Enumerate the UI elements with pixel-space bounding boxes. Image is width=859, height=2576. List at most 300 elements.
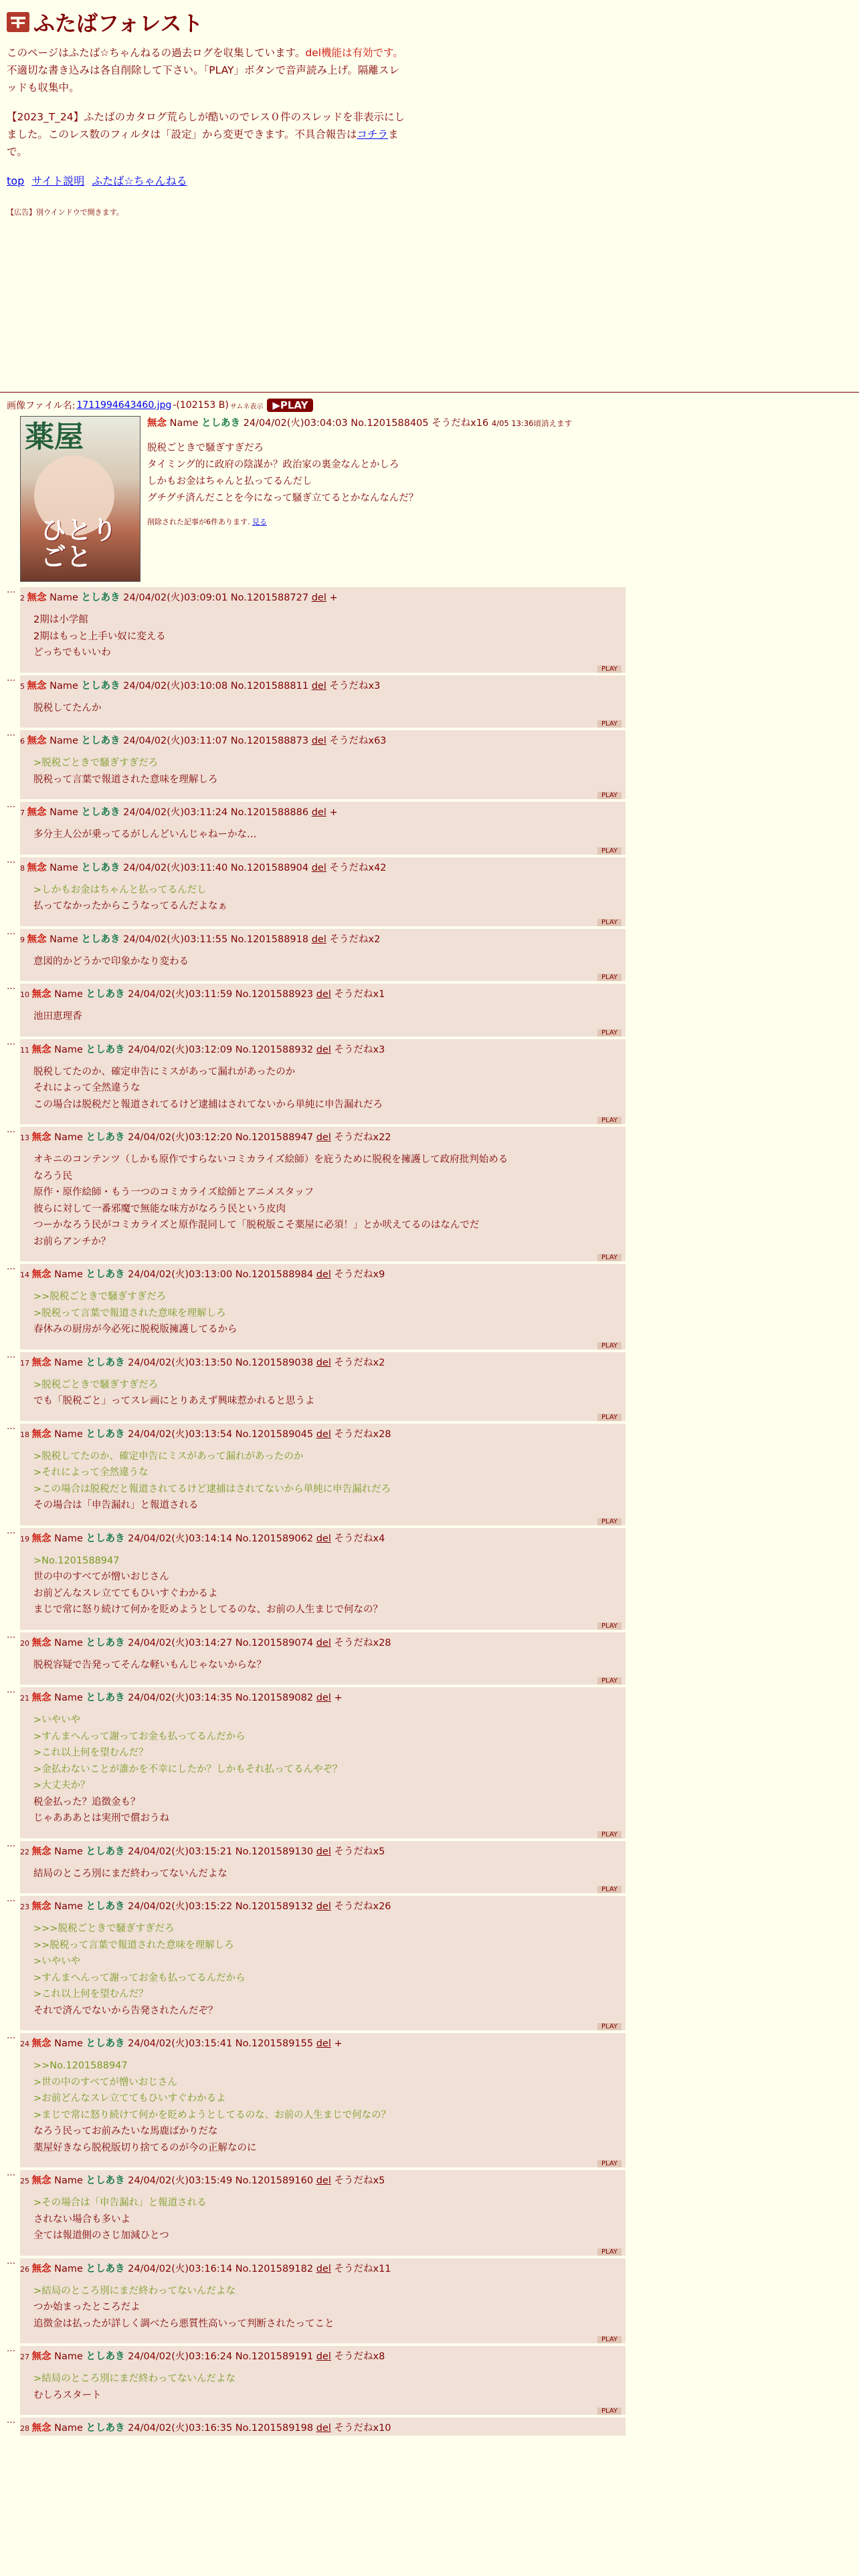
reply-quote-line: >脱税ごときで騒ぎすぎだろ xyxy=(33,758,159,768)
reply-name-label: Name xyxy=(54,1533,83,1544)
reply-number[interactable]: No.1201589062 xyxy=(235,1533,314,1544)
reply-number[interactable]: No.1201589082 xyxy=(235,1693,314,1703)
reply-play-button[interactable]: PLAY xyxy=(597,1677,622,1685)
reply-subject: 無念 xyxy=(27,807,47,818)
reply-header xyxy=(20,806,622,820)
cover-title-top: 薬屋 xyxy=(25,420,84,454)
reply-row xyxy=(7,1264,852,1350)
reply-line: 全ては報道側のさじ加減ひとつ xyxy=(33,2230,169,2241)
reply-line: 払ってなかったからこうなってるんだよなぁ xyxy=(33,901,227,911)
reply-sodane[interactable]: そうだねx1 xyxy=(334,989,385,1000)
reply-index: 24 xyxy=(20,2040,32,2048)
reply-body xyxy=(33,612,622,661)
reply-index: 6 xyxy=(20,737,27,746)
top-nav xyxy=(7,173,852,188)
reply-name: としあき xyxy=(86,1693,125,1703)
reply-name-label: Name xyxy=(50,593,78,603)
reply-datetime: 24/04/02(火)03:10:08 xyxy=(123,680,228,691)
op-name: としあき xyxy=(201,418,240,429)
reply-number[interactable]: No.1201589155 xyxy=(235,2038,314,2049)
reply-post xyxy=(20,802,626,855)
reply-dots: … xyxy=(7,2168,15,2178)
reply-body xyxy=(33,700,622,717)
reply-sodane[interactable]: そうだねx22 xyxy=(334,1132,391,1143)
reply-number[interactable]: No.1201589038 xyxy=(235,1357,314,1368)
reply-datetime: 24/04/02(火)03:11:55 xyxy=(123,934,228,945)
file-link[interactable]: 1711994643460.jpg xyxy=(76,400,172,411)
reply-number[interactable]: No.1201589132 xyxy=(235,1901,314,1912)
reply-play-button[interactable]: PLAY xyxy=(597,1886,622,1893)
reply-del-button[interactable]: del xyxy=(311,680,326,691)
reply-header xyxy=(20,1043,622,1057)
reply-sodane[interactable]: そうだねx63 xyxy=(329,736,387,746)
reply-header xyxy=(20,1845,622,1859)
reply-row xyxy=(7,857,852,926)
reply-name: としあき xyxy=(86,2263,125,2274)
reply-name: としあき xyxy=(81,736,120,746)
reply-del-button[interactable]: del xyxy=(311,862,326,873)
site-title[interactable]: ふたばフォレスト xyxy=(33,11,203,36)
reply-quote-line: >>No.1201588947 xyxy=(33,2060,128,2071)
reply-sodane[interactable]: そうだねx3 xyxy=(334,1044,385,1055)
file-size: -(102153 B) xyxy=(173,400,229,411)
reply-number[interactable]: No.1201589130 xyxy=(235,1846,314,1857)
reply-name: としあき xyxy=(86,2351,125,2362)
reply-number[interactable]: No.1201589160 xyxy=(235,2175,314,2186)
reply-play-button[interactable]: PLAY xyxy=(597,2248,622,2256)
op-line: グチグチ済んだことを今になって騒ぎ立てるとかなんなんだ？ xyxy=(147,493,419,504)
thread xyxy=(7,399,852,2438)
reply-row xyxy=(7,1838,852,1894)
reply-sodane[interactable]: そうだねx8 xyxy=(334,2351,385,2362)
reply-row xyxy=(7,2346,852,2415)
reply-line: つか始まったところだよ xyxy=(33,2302,140,2313)
reply-number[interactable]: No.1201588727 xyxy=(230,593,309,603)
reply-del-button[interactable]: del xyxy=(316,2423,331,2434)
reply-subject: 無念 xyxy=(31,1693,52,1703)
reply-subject: 無念 xyxy=(31,1533,52,1544)
nav-about-link[interactable]: サイト説明 xyxy=(31,175,85,187)
reply-line: 2期はもっと上手い奴に変える xyxy=(33,631,166,642)
reply-header xyxy=(20,861,622,875)
reply-header xyxy=(20,1691,622,1705)
reply-sodane[interactable]: + xyxy=(329,807,338,818)
reply-play xyxy=(20,1342,622,1350)
reply-row xyxy=(7,1039,852,1125)
reply-body xyxy=(33,2058,622,2156)
intro-text-2: 不適切な書き込みは各自削除して下さい。「PLAY」ボタンで音声読み上げ。隔離スレッドも収集中。 xyxy=(7,64,399,94)
intro-del-note: del機能は有効です。 xyxy=(305,47,403,59)
reply-sodane[interactable]: そうだねx3 xyxy=(329,680,381,691)
reply-number[interactable]: No.1201588918 xyxy=(230,934,309,945)
reply-quote-line: >すんまへんって謝ってお金も払ってるんだから xyxy=(33,1972,246,1983)
reply-datetime: 24/04/02(火)03:16:24 xyxy=(128,2351,233,2362)
reply-subject: 無念 xyxy=(27,736,47,746)
reply-row xyxy=(7,1525,852,1630)
reply-sodane[interactable]: + xyxy=(334,1693,343,1703)
reply-play-button[interactable]: PLAY xyxy=(597,792,622,799)
reply-post xyxy=(20,2418,626,2436)
reply-row xyxy=(7,2170,852,2256)
reply-play xyxy=(20,1414,622,1421)
reply-number[interactable]: No.1201589191 xyxy=(235,2351,314,2362)
reply-number[interactable]: No.1201589045 xyxy=(235,1428,314,1440)
reply-index: 17 xyxy=(20,1358,32,1368)
reply-post xyxy=(20,2258,626,2344)
reply-del-button[interactable]: del xyxy=(316,1132,331,1143)
reply-post xyxy=(20,2170,626,2256)
reply-dots: … xyxy=(7,1894,15,1904)
reply-datetime: 24/04/02(火)03:12:20 xyxy=(128,1132,233,1143)
reply-row xyxy=(7,1421,852,1525)
reply-del-button[interactable]: del xyxy=(311,807,326,818)
reply-sodane[interactable]: そうだねx42 xyxy=(329,862,387,873)
reply-row xyxy=(7,2418,852,2436)
reply-line: 春休みの厨房が今必死に脱税版擁護してるから xyxy=(33,1324,237,1335)
reply-play xyxy=(20,2023,622,2030)
reply-datetime: 24/04/02(火)03:13:54 xyxy=(128,1428,233,1440)
reply-sodane[interactable]: そうだねx5 xyxy=(334,1846,385,1857)
reply-subject: 無念 xyxy=(31,1901,52,1912)
deleted-view-link[interactable]: 見る xyxy=(252,518,267,526)
reply-subject: 無念 xyxy=(31,1044,52,1055)
reply-name: としあき xyxy=(86,2423,125,2434)
reply-subject: 無念 xyxy=(27,862,47,873)
reply-play-button[interactable]: PLAY xyxy=(597,665,622,673)
reply-dots: … xyxy=(7,2344,15,2354)
reply-sodane[interactable]: + xyxy=(334,2038,343,2049)
reply-header xyxy=(20,1131,622,1145)
reply-name: としあき xyxy=(86,1846,125,1857)
reply-del-button[interactable]: del xyxy=(316,1533,331,1544)
reply-list xyxy=(7,587,852,2436)
reply-sodane[interactable]: + xyxy=(329,593,338,603)
thread-thumbnail[interactable] xyxy=(20,416,140,582)
reply-del-button[interactable]: del xyxy=(316,1269,331,1280)
op-line: タイミング的に政府の陰謀か？政治家の裏金なんとかしろ xyxy=(147,459,399,470)
reply-line: 多分主人公が乗ってるがしんどいんじゃねーかな… xyxy=(33,829,257,840)
reply-index: 14 xyxy=(20,1271,32,1279)
site-logo-icon[interactable] xyxy=(7,12,29,32)
reply-datetime: 24/04/02(火)03:14:27 xyxy=(128,1637,233,1648)
reply-body xyxy=(33,1064,622,1113)
reply-del-button[interactable]: del xyxy=(316,1637,331,1648)
reply-del-button[interactable]: del xyxy=(316,1357,331,1368)
reply-line: 結局のところ別にまだ終わってないんだよな xyxy=(33,1868,227,1879)
reply-number[interactable]: No.1201588873 xyxy=(230,736,309,746)
reply-number[interactable]: No.1201588811 xyxy=(230,680,309,691)
reply-body xyxy=(33,1448,622,1514)
op-header xyxy=(147,416,572,431)
reply-post xyxy=(20,1528,626,1630)
reply-play-button[interactable]: PLAY xyxy=(597,2023,622,2030)
reply-del-button[interactable]: del xyxy=(311,934,326,945)
reply-play xyxy=(20,1029,622,1037)
reply-dots: … xyxy=(7,728,15,738)
reply-quote-line: >>>脱税ごときで騒ぎすぎだろ xyxy=(33,1923,175,1934)
thumb-label[interactable]: サムネ表示 xyxy=(229,403,264,411)
reply-datetime: 24/04/02(火)03:13:50 xyxy=(128,1357,233,1368)
reply-dots: … xyxy=(7,855,15,865)
reply-quote-line: >結局のところ別にまだ終わってないんだよな xyxy=(33,2285,236,2296)
reply-row xyxy=(7,1896,852,2030)
op-text xyxy=(147,440,572,507)
reply-play-button[interactable]: PLAY xyxy=(597,974,622,981)
reply-sodane[interactable]: そうだねx2 xyxy=(329,934,381,945)
reply-subject: 無念 xyxy=(31,1132,52,1143)
reply-name: としあき xyxy=(86,1044,125,1055)
reply-quote-line: >お前どんなスレ立ててもひいすぐわかるよ xyxy=(33,2093,226,2104)
reply-play-button[interactable]: PLAY xyxy=(597,1831,622,1838)
reply-row xyxy=(7,1352,852,1421)
reply-sodane[interactable]: そうだねx28 xyxy=(334,1428,391,1440)
reply-del-button[interactable]: del xyxy=(311,736,326,746)
reply-sodane[interactable]: そうだねx2 xyxy=(334,1357,385,1368)
reply-name: としあき xyxy=(81,934,120,945)
reply-body xyxy=(33,827,622,843)
reply-name-label: Name xyxy=(50,807,78,818)
reply-sodane[interactable]: そうだねx11 xyxy=(334,2263,391,2274)
reply-play-button[interactable]: PLAY xyxy=(597,1518,622,1525)
reply-sodane[interactable]: そうだねx5 xyxy=(334,2175,385,2186)
reply-name-label: Name xyxy=(54,2351,83,2362)
reply-play xyxy=(20,1677,622,1685)
reply-number[interactable]: No.1201589198 xyxy=(235,2423,314,2434)
reply-datetime: 24/04/02(火)03:16:35 xyxy=(128,2423,233,2434)
reply-quote-line: >>脱税って言葉で報道された意味を理解しろ xyxy=(33,1939,234,1951)
reply-sodane[interactable]: そうだねx28 xyxy=(334,1637,391,1648)
reply-header xyxy=(20,933,622,947)
reply-sodane[interactable]: そうだねx10 xyxy=(334,2423,391,2434)
bug-report-link[interactable]: コチラ xyxy=(357,128,388,140)
reply-line: つーかなろう民がコミカライズと原作混同して「脱税版こそ薬屋に必須！」とか吠えてるのはなんでだ xyxy=(33,1220,480,1230)
reply-line: この場合は脱税だと報道されてるけど逮捕はされてないから単純に申告漏れだろ xyxy=(33,1099,383,1110)
reply-body xyxy=(33,1008,622,1025)
reply-number[interactable]: No.1201589074 xyxy=(235,1637,314,1648)
reply-name: としあき xyxy=(86,1901,125,1912)
reply-row xyxy=(7,1632,852,1685)
reply-datetime: 24/04/02(火)03:11:59 xyxy=(128,989,233,1000)
reply-row xyxy=(7,730,852,799)
notice-text: 【2023_T_24】ふたばのカタログ荒らしが酷いのでレス０件のスレッドを非表示にしました。このレス数のフィルタは「設定」から変更できます。不具合報告は xyxy=(7,111,405,140)
reply-post xyxy=(20,1632,626,1685)
reply-body xyxy=(33,1152,622,1250)
reply-name: としあき xyxy=(86,2175,125,2186)
reply-name: としあき xyxy=(86,1533,125,1544)
reply-play-button[interactable]: PLAY xyxy=(597,1414,622,1421)
reply-del-button[interactable]: del xyxy=(316,2038,331,2049)
file-label: 画像ファイル名: xyxy=(7,401,76,411)
reply-quote-line: >>脱税ごときで騒ぎすぎだろ xyxy=(33,1291,167,1302)
reply-name-label: Name xyxy=(54,1846,83,1857)
reply-line: その場合は「申告漏れ」と報道される xyxy=(33,1500,199,1511)
reply-index: 2 xyxy=(20,594,27,603)
reply-datetime: 24/04/02(火)03:11:07 xyxy=(123,736,228,746)
reply-name: としあき xyxy=(81,593,120,603)
reply-del-button[interactable]: del xyxy=(316,1044,331,1055)
reply-name: としあき xyxy=(81,680,120,691)
reply-play-button[interactable]: PLAY xyxy=(597,1029,622,1037)
reply-name: としあき xyxy=(81,862,120,873)
reply-dots: … xyxy=(7,800,15,810)
reply-line: されない場合も多いよ xyxy=(33,2214,130,2225)
reply-line: 税金払った？追徴金も？ xyxy=(33,1796,140,1808)
reply-dots: … xyxy=(7,2031,15,2041)
reply-play-button[interactable]: PLAY xyxy=(597,720,622,728)
reply-datetime: 24/04/02(火)03:16:14 xyxy=(128,2263,233,2274)
reply-subject: 無念 xyxy=(31,2423,52,2434)
reply-del-button[interactable]: del xyxy=(311,593,326,603)
reply-body xyxy=(33,1657,622,1674)
reply-quote-line: >これ以上何を望むんだ？ xyxy=(33,1747,149,1758)
reply-del-button[interactable]: del xyxy=(316,2351,331,2362)
op-post xyxy=(20,416,852,582)
reply-name: としあき xyxy=(86,2038,125,2049)
play-button[interactable]: ▶PLAY xyxy=(267,399,313,412)
reply-subject: 無念 xyxy=(31,2038,52,2049)
nav-futaba-link[interactable]: ふたば☆ちゃんねる xyxy=(92,175,187,187)
op-line: しかもお金はちゃんと払ってるんだし xyxy=(147,476,312,487)
reply-post xyxy=(20,984,626,1037)
reply-subject: 無念 xyxy=(31,1428,52,1440)
reply-header xyxy=(20,2350,622,2364)
reply-play xyxy=(20,1831,622,1838)
site-notice xyxy=(7,108,408,160)
reply-body xyxy=(33,882,622,915)
op-number[interactable]: No.1201588405 xyxy=(351,418,429,429)
file-info xyxy=(7,399,852,412)
reply-datetime: 24/04/02(火)03:14:14 xyxy=(128,1533,233,1544)
reply-play xyxy=(20,1254,622,1261)
reply-play-button[interactable]: PLAY xyxy=(597,2336,622,2343)
intro-text-1: このページはふたば☆ちゃんねるの過去ログを収集しています。 xyxy=(7,47,306,59)
reply-del-button[interactable]: del xyxy=(316,1693,331,1703)
reply-header xyxy=(20,734,622,748)
reply-sodane[interactable]: そうだねx26 xyxy=(334,1901,391,1912)
reply-number[interactable]: No.1201589182 xyxy=(235,2263,314,2274)
reply-dots: … xyxy=(7,1525,15,1536)
reply-post xyxy=(20,1264,626,1350)
reply-play xyxy=(20,974,622,981)
reply-del-button[interactable]: del xyxy=(316,989,331,1000)
reply-del-button[interactable]: del xyxy=(316,2263,331,2274)
reply-line: オキニのコンテンツ（しかも原作ですらないコミカライズ絵師）を庇うために脱税を擁護して政府批判始める xyxy=(33,1154,508,1165)
reply-subject: 無念 xyxy=(27,934,47,945)
reply-index: 8 xyxy=(20,863,27,873)
reply-datetime: 24/04/02(火)03:11:40 xyxy=(123,862,228,873)
reply-row xyxy=(7,926,852,982)
reply-dots: … xyxy=(7,1421,15,1432)
reply-number[interactable]: No.1201588984 xyxy=(235,1269,314,1280)
reply-datetime: 24/04/02(火)03:15:21 xyxy=(128,1846,233,1857)
reply-line: 追徴金は払ったが詳しく調べたら悪質性高いって判断されたってこと xyxy=(33,2318,335,2329)
reply-sodane[interactable]: そうだねx4 xyxy=(334,1533,385,1544)
header-divider xyxy=(0,392,859,393)
reply-del-button[interactable]: del xyxy=(316,1901,331,1912)
reply-quote-line: >世の中のすべてが憎いおじさん xyxy=(33,2076,177,2088)
reply-post xyxy=(20,1687,626,1838)
reply-index: 23 xyxy=(20,1903,32,1911)
reply-name-label: Name xyxy=(54,1428,83,1440)
reply-line: でも「脱税ごと」ってスレ画にとりあえず興味惹かれると思うよ xyxy=(33,1396,315,1406)
reply-number[interactable]: No.1201588947 xyxy=(235,1132,314,1143)
reply-name-label: Name xyxy=(54,1637,83,1648)
reply-datetime: 24/04/02(火)03:11:24 xyxy=(123,807,228,818)
reply-dots: … xyxy=(7,926,15,937)
reply-name-label: Name xyxy=(54,2175,83,2186)
reply-subject: 無念 xyxy=(31,989,52,1000)
reply-number[interactable]: No.1201588923 xyxy=(235,989,314,1000)
reply-line: じゃあああとは実刑で償おうね xyxy=(33,1813,169,1824)
reply-subject: 無念 xyxy=(31,1846,52,1857)
reply-body xyxy=(33,1921,622,2019)
reply-play-button[interactable]: PLAY xyxy=(597,2407,622,2415)
reply-play-button[interactable]: PLAY xyxy=(597,1117,622,1124)
reply-datetime: 24/04/02(火)03:14:35 xyxy=(128,1693,233,1703)
reply-post xyxy=(20,1127,626,1261)
reply-play-button[interactable]: PLAY xyxy=(597,1342,622,1350)
reply-del-button[interactable]: del xyxy=(316,1846,331,1857)
reply-play-button[interactable]: PLAY xyxy=(597,847,622,855)
reply-index: 9 xyxy=(20,935,27,944)
reply-subject: 無念 xyxy=(31,2175,52,2186)
reply-index: 25 xyxy=(20,2177,32,2185)
reply-index: 26 xyxy=(20,2264,32,2274)
op-sodane[interactable]: そうだねx16 xyxy=(432,418,489,429)
reply-play-button[interactable]: PLAY xyxy=(597,1254,622,1261)
reply-quote-line: >脱税ごときで騒ぎすぎだろ xyxy=(33,1379,159,1390)
reply-del-button[interactable]: del xyxy=(316,1428,331,1440)
reply-datetime: 24/04/02(火)03:12:09 xyxy=(128,1044,233,1055)
reply-post xyxy=(20,675,626,728)
reply-sodane[interactable]: そうだねx9 xyxy=(334,1269,385,1280)
reply-line: 脱税って言葉で報道された意味を理解しろ xyxy=(33,774,218,785)
reply-line: なろう民ってお前みたいな馬鹿ばかりだな xyxy=(33,2126,218,2137)
reply-play-button[interactable]: PLAY xyxy=(597,919,622,926)
reply-play xyxy=(20,2336,622,2343)
reply-play-button[interactable]: PLAY xyxy=(597,1622,622,1630)
reply-name-label: Name xyxy=(54,1269,83,1280)
nav-top-link[interactable]: top xyxy=(7,175,25,187)
reply-post xyxy=(20,2346,626,2415)
reply-header xyxy=(20,2037,622,2051)
reply-name: としあき xyxy=(86,1637,125,1648)
reply-number[interactable]: No.1201588932 xyxy=(235,1044,314,1055)
reply-play xyxy=(20,1117,622,1124)
reply-header xyxy=(20,591,622,605)
reply-number[interactable]: No.1201588904 xyxy=(230,862,309,873)
reply-body xyxy=(33,1553,622,1618)
reply-row xyxy=(7,675,852,728)
reply-quote-line: >大丈夫か？ xyxy=(33,1780,90,1791)
reply-header xyxy=(20,2422,622,2436)
reply-dots: … xyxy=(7,673,15,683)
reply-del-button[interactable]: del xyxy=(316,2175,331,2186)
reply-play-button[interactable]: PLAY xyxy=(597,2160,622,2167)
reply-quote-line: >脱税してたのか、確定申告にミスがあって漏れがあったのか xyxy=(33,1451,304,1462)
reply-line: お前どんなスレ立ててもひいすぐわかるよ xyxy=(33,1588,218,1599)
notice-tail: まで。 xyxy=(7,128,399,158)
site-intro xyxy=(7,44,408,96)
reply-datetime: 24/04/02(火)03:13:00 xyxy=(128,1269,233,1280)
reply-row xyxy=(7,1687,852,1838)
reply-subject: 無念 xyxy=(31,1269,52,1280)
reply-body xyxy=(33,954,622,970)
reply-row xyxy=(7,587,852,673)
reply-line: 池田恵理香 xyxy=(33,1011,82,1022)
reply-name-label: Name xyxy=(54,1132,83,1143)
reply-number[interactable]: No.1201588886 xyxy=(230,807,309,818)
